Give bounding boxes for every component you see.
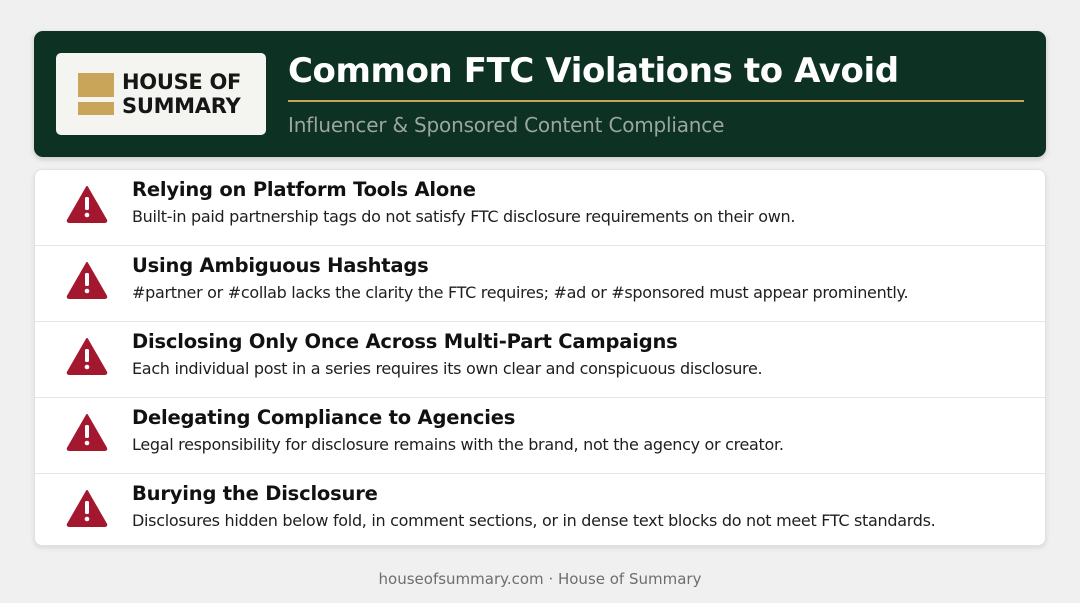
logo-mark-icon — [78, 73, 114, 115]
violation-title: Disclosing Only Once Across Multi-Part Campaigns — [132, 330, 678, 353]
violation-item — [35, 170, 1045, 246]
violation-description: Legal responsibility for disclosure remains with the brand, not the agency or creator. — [132, 435, 784, 454]
page-subtitle: Influencer & Sponsored Content Compliance — [288, 113, 725, 137]
violation-title: Delegating Compliance to Agencies — [132, 406, 516, 429]
warning-triangle-icon — [65, 412, 109, 452]
page-title: Common FTC Violations to Avoid — [288, 51, 899, 91]
violation-item — [35, 398, 1045, 474]
violation-description: Disclosures hidden below fold, in comment sections, or in dense text blocks do not meet FTC standards. — [132, 511, 936, 530]
header-banner — [34, 31, 1046, 157]
violation-title: Burying the Disclosure — [132, 482, 378, 505]
logo-wordmark — [122, 70, 241, 118]
violation-item — [35, 322, 1045, 398]
warning-triangle-icon — [65, 260, 109, 300]
violation-title: Relying on Platform Tools Alone — [132, 178, 476, 201]
logo-line-1: HOUSE OF — [122, 70, 242, 94]
violation-item — [35, 474, 1045, 546]
warning-triangle-icon — [65, 336, 109, 376]
logo-line-2: SUMMARY — [122, 94, 241, 118]
violation-description: #partner or #collab lacks the clarity the FTC requires; #ad or #sponsored must appear prominently. — [132, 283, 909, 302]
violation-title: Using Ambiguous Hashtags — [132, 254, 429, 277]
violation-description: Each individual post in a series requires its own clear and conspicuous disclosure. — [132, 359, 763, 378]
violations-list — [34, 169, 1046, 546]
footer-credit: houseofsummary.com · House of Summary — [378, 570, 702, 588]
brand-logo — [56, 53, 266, 135]
warning-triangle-icon — [65, 184, 109, 224]
violation-item — [35, 246, 1045, 322]
title-divider — [288, 100, 1024, 102]
warning-triangle-icon — [65, 488, 109, 528]
violation-description: Built-in paid partnership tags do not satisfy FTC disclosure requirements on their own. — [132, 207, 796, 226]
